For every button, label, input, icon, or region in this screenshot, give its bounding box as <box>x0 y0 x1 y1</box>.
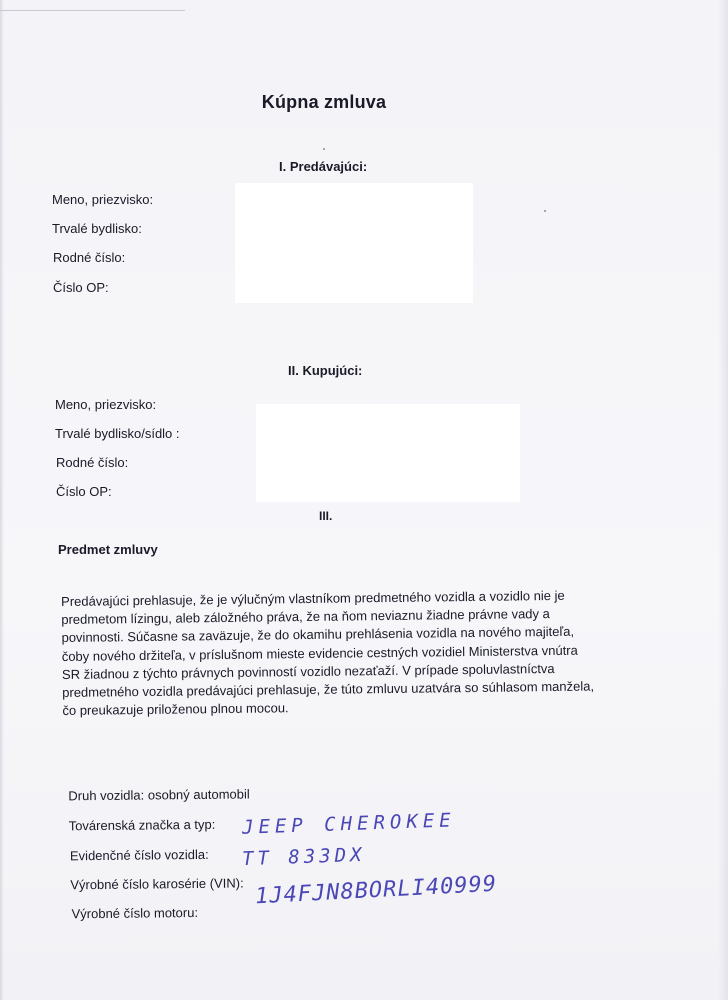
vehicle-type-label: Druh vozidla: osobný automobil <box>68 786 250 804</box>
paragraph-line: čoby nového držiteľa, v príslušnom mieste evidencie cestných vozidiel Ministerstva vnútra <box>61 642 578 664</box>
seller-redaction-box <box>235 183 473 303</box>
handwritten-brand: JEEP CHEROKEE <box>241 809 457 839</box>
section-three-number: III. <box>319 509 333 523</box>
page-edge-right <box>718 0 728 1000</box>
section-three-heading: Predmet zmluvy <box>58 542 158 557</box>
seller-id-card-label: Číslo OP: <box>53 280 109 295</box>
scan-speck <box>544 210 546 212</box>
seller-address-label: Trvalé bydlisko: <box>52 221 142 236</box>
scan-speck <box>323 148 325 150</box>
vehicle-vin-label: Výrobné číslo karosérie (VIN): <box>70 875 244 893</box>
handwritten-vin: 1J4FJN8BORLI40999 <box>254 871 498 910</box>
paragraph-line: SR žiadnou z týchto právnych povinností vozidlo nezaťaží. V prípade spoluvlastníctva <box>61 660 555 682</box>
seller-name-label: Meno, priezvisko: <box>52 192 154 207</box>
paragraph-line: povinnosti. Súčasne sa zaväzuje, že do okamihu prehlásenia vozidla na nového majiteľa, <box>61 624 575 646</box>
document-title: Kúpna zmluva <box>261 92 387 112</box>
vehicle-brand-label: Továrenská značka a typ: <box>68 816 216 834</box>
handwritten-plate: TT 833DX <box>241 843 366 871</box>
buyer-heading: II. Kupujúci: <box>288 363 363 378</box>
seller-heading: I. Predávajúci: <box>279 159 368 174</box>
buyer-address-label: Trvalé bydlisko/sídlo : <box>55 426 180 441</box>
subject-paragraph <box>61 586 623 720</box>
seller-birth-number-label: Rodné číslo: <box>53 250 126 265</box>
paragraph-line: čo preukazuje priloženou plnou mocou. <box>62 700 289 719</box>
buyer-birth-number-label: Rodné číslo: <box>56 455 129 470</box>
paragraph-line: predmetom lízingu, aleb záložného práva, že na ňom neviaznu žiadne právne vady a <box>61 606 550 628</box>
buyer-name-label: Meno, priezvisko: <box>55 397 157 412</box>
scan-artifact-line <box>0 10 185 11</box>
vehicle-engine-label: Výrobné číslo motoru: <box>71 904 199 922</box>
paragraph-line: predmetného vozidla predávajúci prehlasuje, že túto zmluvu uzatvára so súhlasom manžela, <box>62 678 595 701</box>
buyer-id-card-label: Číslo OP: <box>56 484 112 499</box>
vehicle-plate-label: Evidenčné číslo vozidla: <box>69 846 209 864</box>
buyer-redaction-box <box>256 404 520 502</box>
paragraph-line: Predávajúci prehlasuje, že je výlučným vlastníkom predmetného vozidla a vozidlo nie je <box>61 587 565 609</box>
page-edge-left <box>0 0 4 1000</box>
